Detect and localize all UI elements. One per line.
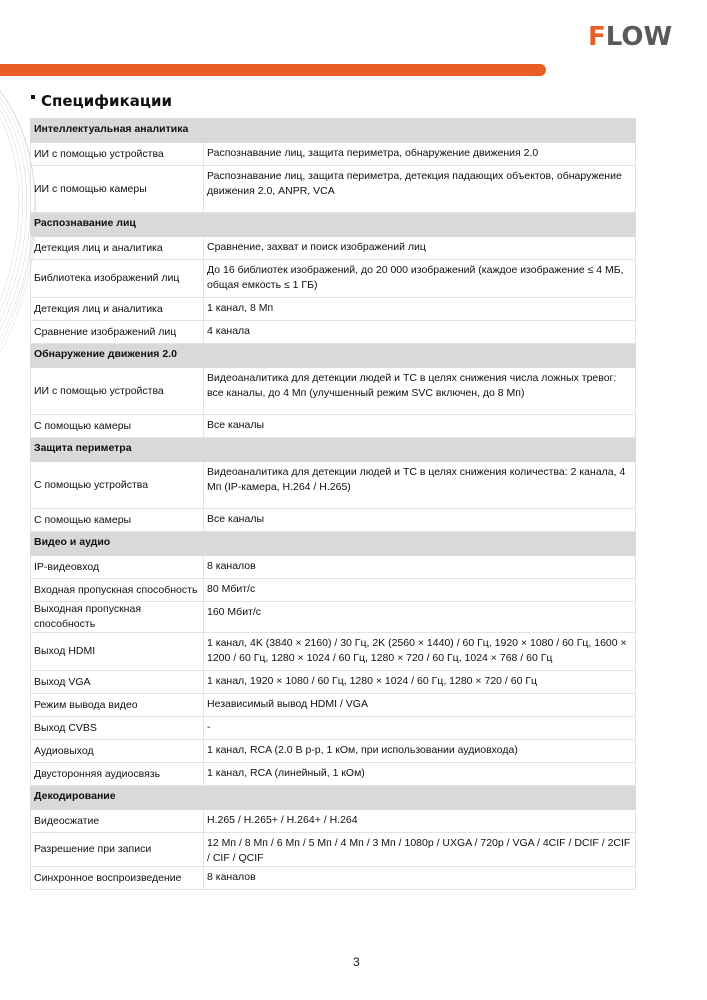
table-row xyxy=(31,833,636,867)
bullet-icon xyxy=(31,95,35,99)
spec-value: 4 канала xyxy=(204,321,636,344)
page-number: 3 xyxy=(353,955,360,969)
spec-value: 8 каналов xyxy=(204,556,636,579)
spec-label: Выход VGA xyxy=(31,671,204,694)
spec-value: H.265 / H.265+ / H.264+ / H.264 xyxy=(204,810,636,833)
section-heading: Видео и аудио xyxy=(31,532,636,556)
section-heading: Интеллектуальная аналитика xyxy=(31,119,636,143)
table-row xyxy=(31,415,636,438)
logo-letter-f: F xyxy=(588,22,606,52)
spec-label: ИИ с помощью устройства xyxy=(31,368,204,415)
logo-letters-low: LOW xyxy=(605,22,673,52)
spec-value: 1 канал, RCA (2.0 В р-р, 1 кОм, при использовании аудиовхода) xyxy=(204,740,636,763)
section-header-row xyxy=(31,786,636,810)
table-row xyxy=(31,740,636,763)
spec-label: Сравнение изображений лиц xyxy=(31,321,204,344)
spec-label: Входная пропускная способность xyxy=(31,579,204,602)
spec-value: 12 Мп / 8 Мп / 6 Мп / 5 Мп / 4 Мп / 3 Мп / 1080p / UXGA / 720p / VGA / 4CIF / DCIF / 2CIF / CIF / QCIF xyxy=(204,833,636,867)
table-row xyxy=(31,867,636,890)
spec-value: Видеоаналитика для детекции людей и ТС в целях снижения количества: 2 канала, 4 Мп (IP-камера, H.264 / H.265) xyxy=(204,462,636,509)
spec-label: Аудиовыход xyxy=(31,740,204,763)
spec-label: ИИ с помощью устройства xyxy=(31,143,204,166)
page-title xyxy=(31,92,172,110)
specifications-table xyxy=(30,118,636,890)
section-header-row xyxy=(31,213,636,237)
spec-label: IP-видеовход xyxy=(31,556,204,579)
section-header-row xyxy=(31,438,636,462)
spec-label: Видеосжатие xyxy=(31,810,204,833)
spec-label: Выходная пропускная способность xyxy=(31,602,204,633)
spec-value: Сравнение, захват и поиск изображений лиц xyxy=(204,237,636,260)
spec-label: С помощью устройства xyxy=(31,462,204,509)
table-row xyxy=(31,462,636,509)
spec-label: С помощью камеры xyxy=(31,509,204,532)
section-heading: Защита периметра xyxy=(31,438,636,462)
table-row xyxy=(31,260,636,298)
spec-label: С помощью камеры xyxy=(31,415,204,438)
section-heading: Декодирование xyxy=(31,786,636,810)
spec-label: Библиотека изображений лиц xyxy=(31,260,204,298)
table-row xyxy=(31,321,636,344)
table-row xyxy=(31,237,636,260)
spec-value: 8 каналов xyxy=(204,867,636,890)
spec-value: Все каналы xyxy=(204,415,636,438)
table-row xyxy=(31,579,636,602)
spec-label: Двусторонняя аудиосвязь xyxy=(31,763,204,786)
spec-label: Детекция лиц и аналитика xyxy=(31,237,204,260)
spec-value: Независимый вывод HDMI / VGA xyxy=(204,694,636,717)
table-row xyxy=(31,717,636,740)
section-header-row xyxy=(31,344,636,368)
table-row xyxy=(31,810,636,833)
table-row xyxy=(31,556,636,579)
page-title-text: Спецификации xyxy=(41,92,173,110)
table-row xyxy=(31,166,636,213)
spec-value: Видеоаналитика для детекции людей и ТС в целях снижения числа ложных тревог: все каналы, до 4 Мп (улучшенный режим SVC включен, до 8 Мп) xyxy=(204,368,636,415)
section-heading: Распознавание лиц xyxy=(31,213,636,237)
spec-value: 1 канал, 8 Мп xyxy=(204,298,636,321)
table-row xyxy=(31,143,636,166)
header-accent-bar xyxy=(0,64,546,76)
spec-value: Распознавание лиц, защита периметра, обнаружение движения 2.0 xyxy=(204,143,636,166)
table-row xyxy=(31,368,636,415)
spec-value: 80 Мбит/с xyxy=(204,579,636,602)
spec-label: Выход CVBS xyxy=(31,717,204,740)
spec-label: Режим вывода видео xyxy=(31,694,204,717)
section-header-row xyxy=(31,119,636,143)
spec-value: 1 канал, 1920 × 1080 / 60 Гц, 1280 × 1024 / 60 Гц, 1280 × 720 / 60 Гц xyxy=(204,671,636,694)
spec-label: Разрешение при записи xyxy=(31,833,204,867)
spec-value: 1 канал, 4K (3840 × 2160) / 30 Гц, 2K (2560 × 1440) / 60 Гц, 1920 × 1080 / 60 Гц, 1600 × 1200 / 60 Гц, 1280 × 1024 / 60 Гц, 1280 × 720 / 60 Гц, 1024 × 768 / 60 Гц xyxy=(204,633,636,671)
spec-value: - xyxy=(204,717,636,740)
spec-label: Выход HDMI xyxy=(31,633,204,671)
table-row xyxy=(31,633,636,671)
table-row xyxy=(31,694,636,717)
section-heading: Обнаружение движения 2.0 xyxy=(31,344,636,368)
spec-value: Распознавание лиц, защита периметра, детекция падающих объектов, обнаружение движения 2.0, ANPR, VCA xyxy=(204,166,636,213)
spec-value: 160 Мбит/с xyxy=(204,602,636,633)
flow-logo xyxy=(588,22,672,52)
section-header-row xyxy=(31,532,636,556)
spec-value: До 16 библиотек изображений, до 20 000 изображений (каждое изображение ≤ 4 МБ, общая емкость ≤ 1 ГБ) xyxy=(204,260,636,298)
table-row xyxy=(31,602,636,633)
table-row xyxy=(31,509,636,532)
spec-value: 1 канал, RCA (линейный, 1 кОм) xyxy=(204,763,636,786)
table-row xyxy=(31,671,636,694)
spec-label: Синхронное воспроизведение xyxy=(31,867,204,890)
table-row xyxy=(31,298,636,321)
spec-label: Детекция лиц и аналитика xyxy=(31,298,204,321)
spec-label: ИИ с помощью камеры xyxy=(31,166,204,213)
spec-value: Все каналы xyxy=(204,509,636,532)
table-row xyxy=(31,763,636,786)
